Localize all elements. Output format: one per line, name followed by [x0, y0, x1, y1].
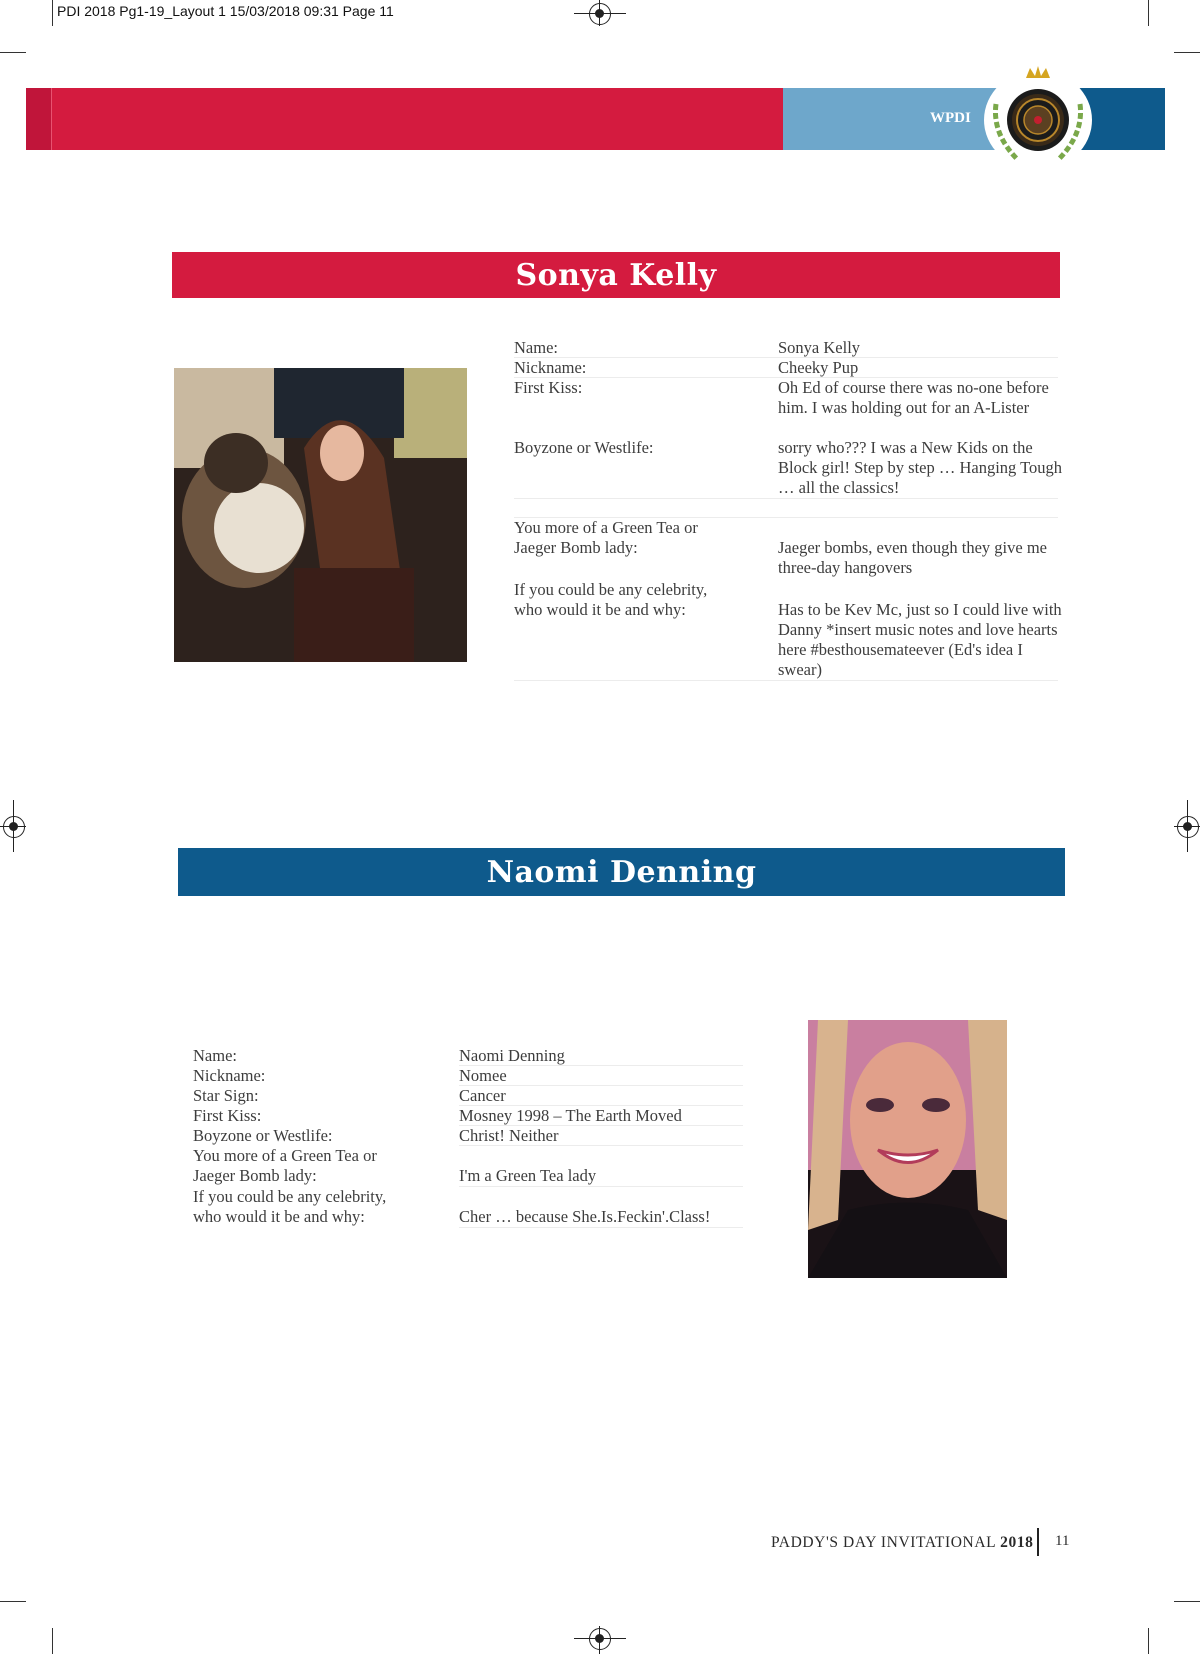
detail-value: Cher … because She.Is.Feckin'.Class!	[459, 1207, 711, 1226]
row-divider	[514, 498, 1058, 499]
footer-event-name: PADDY'S DAY INVITATIONAL	[771, 1534, 996, 1551]
crop-mark	[0, 52, 26, 53]
detail-value: Naomi Denning	[459, 1046, 565, 1065]
print-slug: PDI 2018 Pg1-19_Layout 1 15/03/2018 09:31 Page 11	[57, 3, 394, 19]
row-divider	[459, 1186, 743, 1187]
detail-label: If you could be any celebrity, who would it be and why:	[193, 1187, 387, 1226]
dartboard-crest-logo	[982, 64, 1094, 172]
row-divider	[459, 1227, 743, 1228]
row-divider	[514, 377, 1058, 378]
detail-row	[193, 1146, 753, 1186]
detail-value: Sonya Kelly	[778, 338, 861, 357]
footer-year: 2018	[1000, 1534, 1034, 1551]
detail-value: Oh Ed of course there was no-one before him. I was holding out for an A-Lister	[778, 378, 1049, 417]
page-number: 11	[1055, 1533, 1070, 1549]
detail-row	[193, 1106, 753, 1126]
detail-value: Nomee	[459, 1066, 507, 1085]
detail-value: Cheeky Pup	[778, 358, 859, 377]
detail-label: Nickname:	[514, 358, 587, 377]
detail-row	[193, 1126, 753, 1146]
crop-mark	[1148, 0, 1149, 26]
row-divider	[459, 1085, 743, 1086]
profile-photo-naomi	[808, 1020, 1007, 1278]
detail-row	[514, 338, 1074, 358]
header-red-strip	[26, 88, 783, 150]
detail-value: Cancer	[459, 1086, 506, 1105]
crop-mark	[1148, 1628, 1149, 1654]
profile-banner-naomi: Naomi Denning	[178, 848, 1065, 896]
header-tag: WPDI	[930, 110, 971, 126]
row-divider	[459, 1065, 743, 1066]
detail-label: You more of a Green Tea or Jaeger Bomb lady:	[514, 518, 698, 557]
row-divider	[514, 517, 1058, 518]
detail-row	[193, 1046, 753, 1066]
crop-mark	[1174, 1601, 1200, 1602]
crop-mark	[52, 0, 53, 26]
registration-mark-icon	[1177, 816, 1199, 838]
detail-label: Boyzone or Westlife:	[193, 1126, 333, 1145]
row-divider	[514, 357, 1058, 358]
detail-label: Name:	[514, 338, 558, 357]
detail-label: First Kiss:	[193, 1106, 262, 1125]
detail-row	[514, 518, 1074, 578]
registration-mark-icon	[589, 1628, 611, 1650]
footer-divider	[1037, 1528, 1039, 1556]
detail-label: First Kiss:	[514, 378, 583, 397]
detail-value: Christ! Neither	[459, 1126, 559, 1145]
detail-value: Mosney 1998 – The Earth Moved	[459, 1106, 682, 1125]
profile-banner-sonya: Sonya Kelly	[172, 252, 1060, 298]
detail-label: You more of a Green Tea or Jaeger Bomb lady:	[193, 1146, 377, 1185]
footer-title	[771, 1534, 1034, 1552]
crop-mark	[0, 1601, 26, 1602]
detail-value: sorry who??? I was a New Kids on the Block girl! Step by step … Hanging Tough … all the classics!	[778, 438, 1063, 497]
detail-label: If you could be any celebrity, who would it be and why:	[514, 580, 708, 619]
detail-label: Nickname:	[193, 1066, 266, 1085]
detail-value: Jaeger bombs, even though they give me three-day hangovers	[778, 538, 1047, 577]
profile-photo-sonya	[174, 368, 467, 662]
detail-value: Has to be Kev Mc, just so I could live with Danny *insert music notes and love hearts here #besthousemateever (Ed's idea I swear)	[778, 600, 1062, 679]
detail-row	[193, 1086, 753, 1106]
crop-mark	[52, 1628, 53, 1654]
detail-row	[193, 1066, 753, 1086]
row-divider	[459, 1145, 743, 1146]
detail-row	[514, 438, 1074, 498]
detail-row	[193, 1187, 753, 1227]
detail-value: I'm a Green Tea lady	[459, 1166, 597, 1185]
detail-row	[514, 358, 1074, 378]
row-divider	[459, 1125, 743, 1126]
detail-row	[514, 580, 1074, 680]
detail-label: Star Sign:	[193, 1086, 259, 1105]
registration-mark-icon	[589, 3, 611, 25]
row-divider	[514, 680, 1058, 681]
detail-row	[514, 378, 1074, 438]
crop-mark	[1174, 52, 1200, 53]
row-divider	[459, 1105, 743, 1106]
header-red-edge	[26, 88, 52, 150]
detail-label: Boyzone or Westlife:	[514, 438, 654, 457]
registration-mark-icon	[3, 816, 25, 838]
detail-label: Name:	[193, 1046, 237, 1065]
